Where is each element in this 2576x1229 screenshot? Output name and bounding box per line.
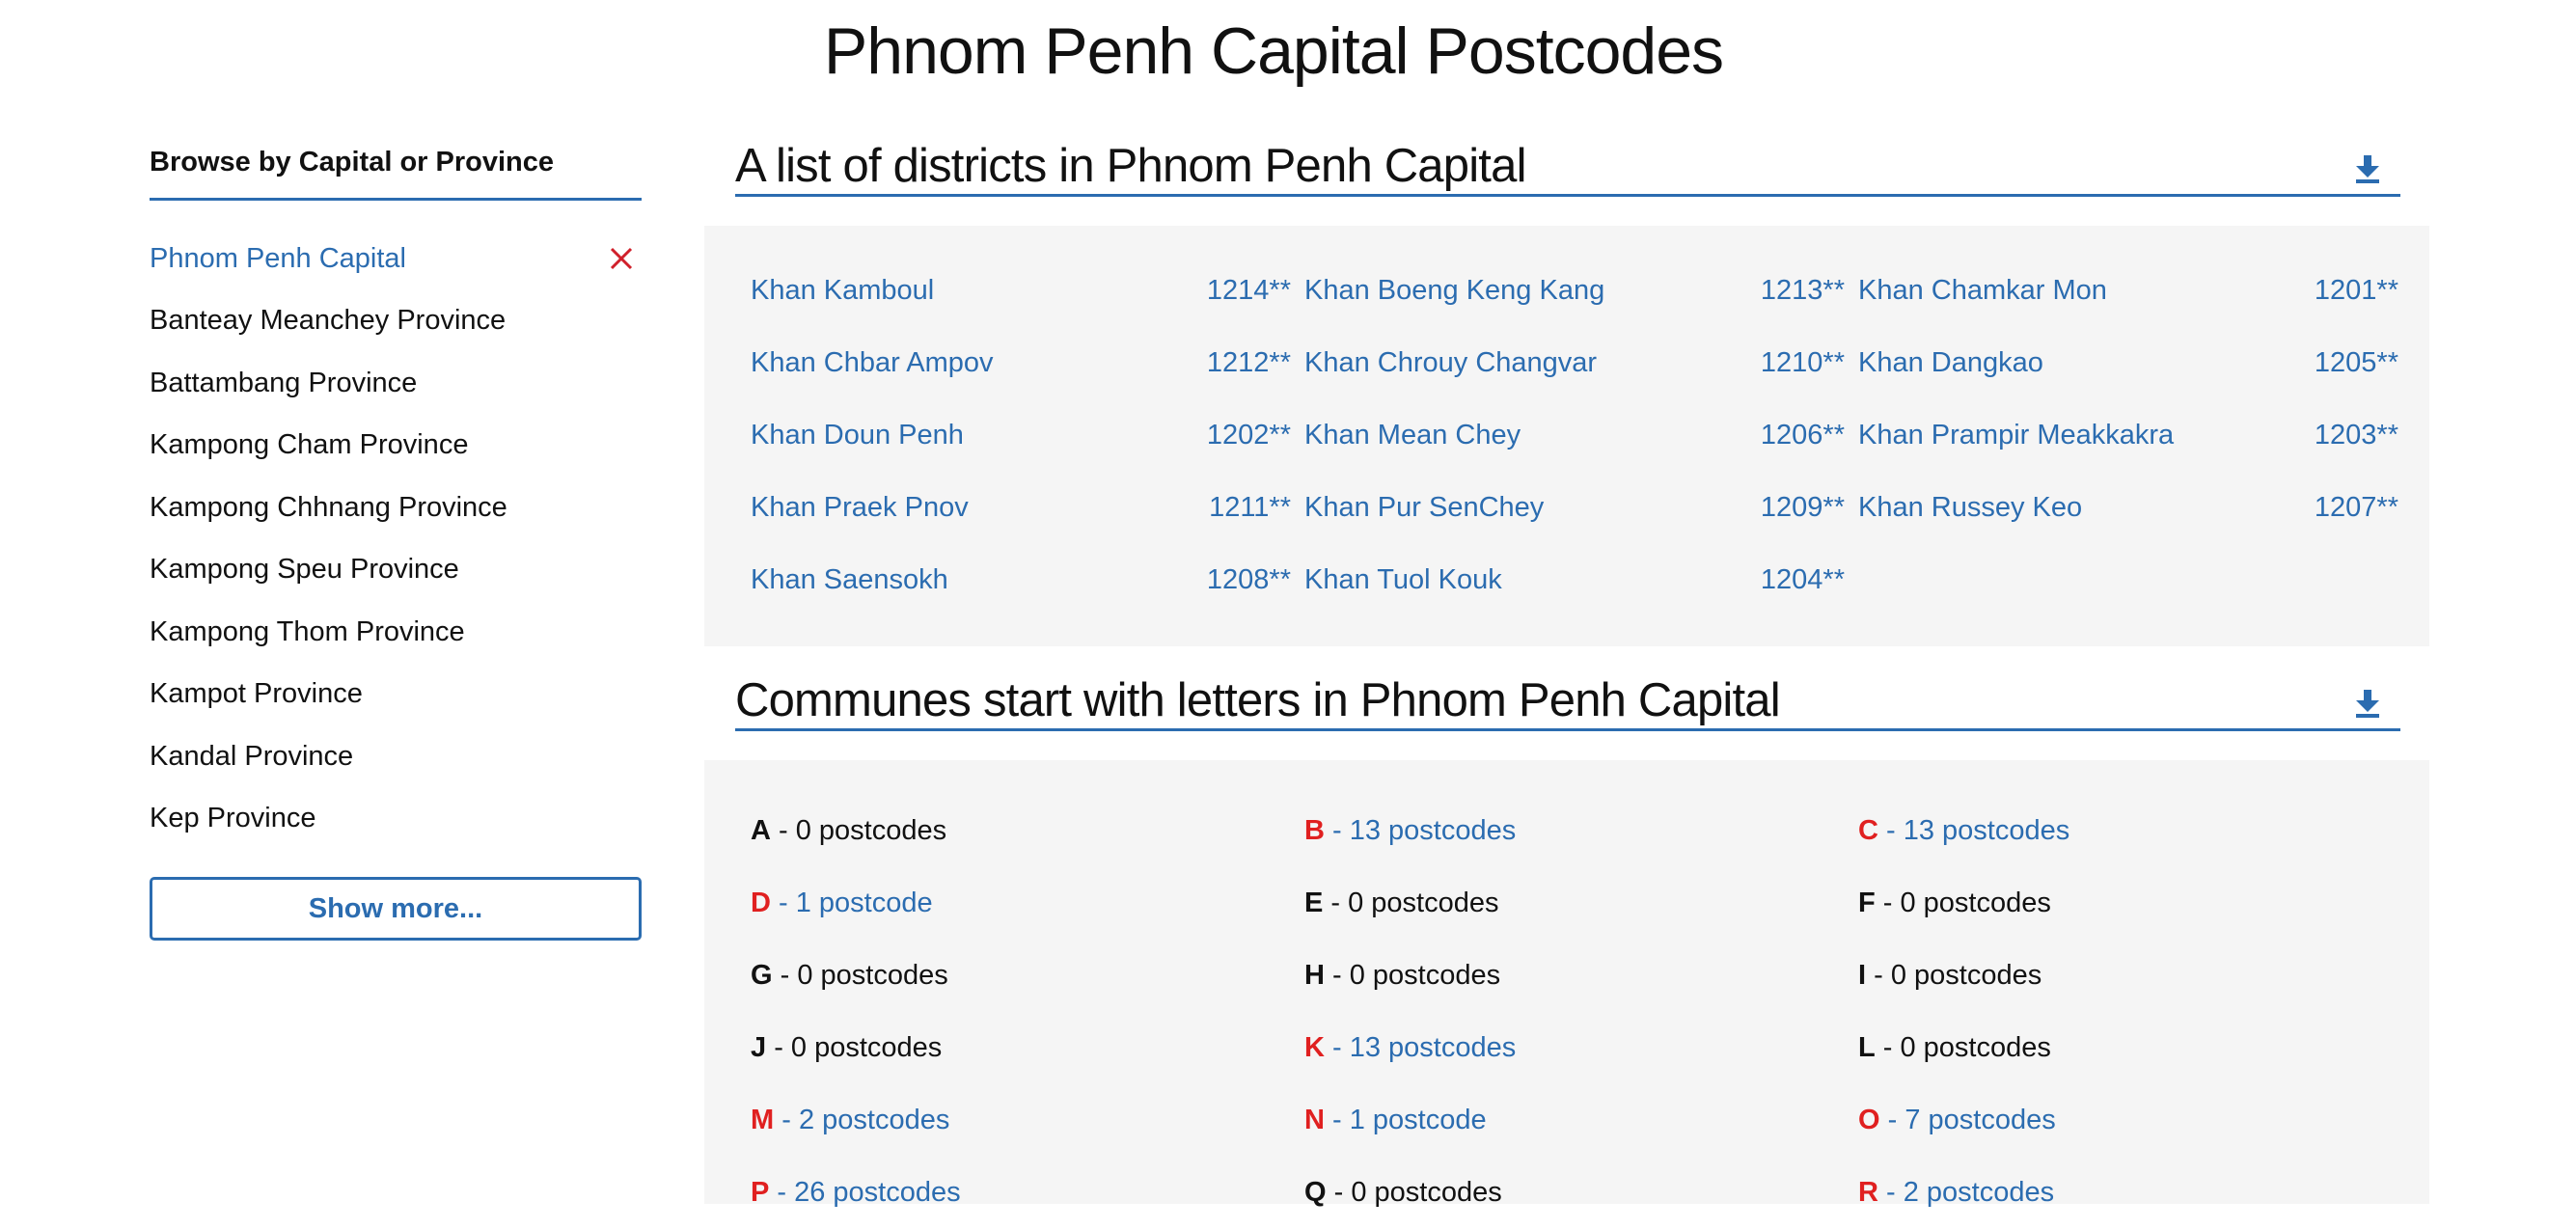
communes-section-header xyxy=(735,674,2400,731)
letter-postcode-count[interactable]: - 1 postcode xyxy=(1324,1105,1487,1135)
district-item[interactable] xyxy=(1304,399,1858,472)
letter-postcode-count: - 0 postcodes xyxy=(1866,960,2042,991)
communes-grid xyxy=(704,760,2429,1229)
district-postcode[interactable]: 1205** xyxy=(2314,347,2398,378)
letter-item xyxy=(1304,940,1858,1012)
letter-label: L xyxy=(1858,1032,1876,1063)
letter-postcode-count[interactable]: - 2 postcodes xyxy=(774,1105,950,1135)
district-name-link[interactable]: Khan Chbar Ampov xyxy=(751,347,994,378)
letter-label[interactable]: D xyxy=(751,888,771,918)
district-postcode[interactable]: 1202** xyxy=(1206,420,1291,451)
letter-item[interactable] xyxy=(751,1084,1304,1157)
district-postcode[interactable]: 1204** xyxy=(1760,564,1845,595)
letter-label: I xyxy=(1858,960,1867,991)
letter-label: E xyxy=(1304,888,1324,918)
district-postcode[interactable]: 1210** xyxy=(1760,347,1845,378)
letter-postcode-count[interactable]: - 13 postcodes xyxy=(1877,815,2070,846)
communes-panel xyxy=(704,760,2429,1208)
letter-postcode-count[interactable]: - 26 postcodes xyxy=(769,1177,961,1208)
page-title: Phnom Penh Capital Postcodes xyxy=(823,14,1724,88)
letter-postcode-count[interactable]: - 2 postcodes xyxy=(1877,1177,2055,1208)
show-more-button[interactable]: Show more... xyxy=(150,877,642,941)
districts-section-title: A list of districts in Phnom Penh Capital xyxy=(735,140,1526,192)
districts-panel xyxy=(704,226,2429,646)
district-postcode[interactable]: 1213** xyxy=(1760,275,1845,306)
district-item[interactable] xyxy=(1304,472,1858,544)
district-postcode[interactable]: 1201** xyxy=(2314,275,2398,306)
district-postcode[interactable]: 1212** xyxy=(1206,347,1291,378)
letter-label[interactable]: P xyxy=(751,1177,770,1208)
letter-label[interactable]: C xyxy=(1858,815,1878,846)
letter-postcode-count[interactable]: - 7 postcodes xyxy=(1879,1105,2056,1135)
letter-item xyxy=(1858,1012,2412,1084)
district-name-link[interactable]: Khan Mean Chey xyxy=(1304,420,1521,451)
sidebar-item[interactable] xyxy=(150,725,642,788)
letter-item xyxy=(1858,940,2412,1012)
letter-item xyxy=(751,795,1304,867)
district-postcode[interactable]: 1211** xyxy=(1209,492,1291,523)
letter-label: Q xyxy=(1304,1177,1327,1208)
download-icon[interactable] xyxy=(2354,690,2381,719)
letter-postcode-count: - 0 postcodes xyxy=(1323,888,1499,918)
letter-postcode-count: - 0 postcodes xyxy=(1326,1177,1502,1208)
district-name-link[interactable]: Khan Pur SenChey xyxy=(1304,492,1545,523)
district-item[interactable] xyxy=(1858,327,2412,399)
sidebar-item[interactable] xyxy=(150,290,642,353)
district-item[interactable] xyxy=(1858,472,2412,544)
letter-label[interactable]: N xyxy=(1304,1105,1325,1135)
district-name-link[interactable]: Khan Russey Keo xyxy=(1858,492,2083,523)
sidebar-item[interactable] xyxy=(150,228,642,290)
letter-postcode-count[interactable]: - 13 postcodes xyxy=(1324,815,1517,846)
letter-item xyxy=(1858,867,2412,940)
district-postcode[interactable]: 1203** xyxy=(2314,420,2398,451)
download-icon[interactable] xyxy=(2354,155,2381,184)
letter-item[interactable] xyxy=(1304,1084,1858,1157)
letter-postcode-count: - 0 postcodes xyxy=(1875,1032,2051,1063)
district-name-link[interactable]: Khan Chamkar Mon xyxy=(1858,275,2107,306)
district-item[interactable] xyxy=(1858,399,2412,472)
district-item[interactable] xyxy=(751,255,1304,327)
district-item[interactable] xyxy=(1858,255,2412,327)
letter-item xyxy=(1304,1157,1858,1229)
district-item[interactable] xyxy=(751,327,1304,399)
letter-label: A xyxy=(751,815,771,846)
district-name-link[interactable]: Khan Prampir Meakkakra xyxy=(1858,420,2175,451)
letter-item xyxy=(751,1012,1304,1084)
district-name-link[interactable]: Khan Kamboul xyxy=(751,275,935,306)
district-postcode[interactable]: 1209** xyxy=(1760,492,1845,523)
sidebar-item-label[interactable]: Kampong Thom Province xyxy=(150,615,465,647)
letter-label[interactable]: R xyxy=(1858,1177,1878,1208)
district-name-link[interactable]: Khan Chrouy Changvar xyxy=(1304,347,1598,378)
letter-label[interactable]: M xyxy=(751,1105,775,1135)
sidebar-item[interactable] xyxy=(150,539,642,602)
sidebar-item-label[interactable]: Banteay Meanchey Province xyxy=(150,305,507,337)
letter-label: J xyxy=(751,1032,767,1063)
districts-section-header xyxy=(735,140,2400,197)
district-postcode[interactable]: 1207** xyxy=(2314,492,2398,523)
letter-item xyxy=(1304,867,1858,940)
letter-item[interactable] xyxy=(1858,795,2412,867)
letter-item[interactable] xyxy=(1858,1157,2412,1229)
district-name-link[interactable]: Khan Dangkao xyxy=(1858,347,2043,378)
district-item[interactable] xyxy=(751,399,1304,472)
letter-label: F xyxy=(1858,888,1876,918)
sidebar-item-label[interactable]: Kampong Chhnang Province xyxy=(150,491,507,523)
letter-item[interactable] xyxy=(1858,1084,2412,1157)
district-item[interactable] xyxy=(751,472,1304,544)
district-postcode[interactable]: 1206** xyxy=(1760,420,1845,451)
letter-label: G xyxy=(751,960,773,991)
sidebar-item-label[interactable]: Kampot Province xyxy=(150,678,363,710)
letter-item xyxy=(751,940,1304,1012)
letter-label[interactable]: K xyxy=(1304,1032,1325,1063)
district-name-link[interactable]: Khan Boeng Keng Kang xyxy=(1304,275,1605,306)
close-icon[interactable] xyxy=(605,242,638,275)
letter-postcode-count: - 0 postcodes xyxy=(1875,888,2051,918)
district-item[interactable] xyxy=(1304,255,1858,327)
district-item[interactable] xyxy=(1304,327,1858,399)
district-name-link[interactable]: Khan Saensokh xyxy=(751,564,948,595)
district-name-link[interactable]: Khan Praek Pnov xyxy=(751,492,969,523)
sidebar-item[interactable] xyxy=(150,415,642,478)
sidebar-item-label[interactable]: Kep Province xyxy=(150,803,316,834)
letter-postcode-count: - 0 postcodes xyxy=(766,1032,943,1063)
letter-item[interactable] xyxy=(1304,795,1858,867)
letter-item[interactable] xyxy=(751,1157,1304,1229)
district-postcode[interactable]: 1214** xyxy=(1206,275,1291,306)
letter-item[interactable] xyxy=(751,867,1304,940)
sidebar-item-label[interactable]: Kandal Province xyxy=(150,740,354,772)
sidebar-list xyxy=(150,228,642,850)
letter-label[interactable]: O xyxy=(1858,1105,1880,1135)
sidebar-item-label[interactable]: Kampong Speu Province xyxy=(150,554,459,586)
sidebar-item[interactable] xyxy=(150,601,642,664)
district-postcode[interactable]: 1208** xyxy=(1206,564,1291,595)
sidebar xyxy=(150,147,642,941)
sidebar-item-label[interactable]: Kampong Cham Province xyxy=(150,429,469,461)
districts-grid xyxy=(704,226,2429,616)
letter-postcode-count[interactable]: - 1 postcode xyxy=(770,888,933,918)
letter-postcode-count[interactable]: - 13 postcodes xyxy=(1324,1032,1517,1063)
district-name-link[interactable]: Khan Doun Penh xyxy=(751,420,964,451)
sidebar-item[interactable] xyxy=(150,477,642,539)
district-item[interactable] xyxy=(1304,544,1858,616)
sidebar-item[interactable] xyxy=(150,664,642,726)
letter-postcode-count: - 0 postcodes xyxy=(770,815,947,846)
letter-label[interactable]: B xyxy=(1304,815,1325,846)
sidebar-item-label[interactable]: Phnom Penh Capital xyxy=(150,242,406,274)
sidebar-item[interactable] xyxy=(150,352,642,415)
sidebar-heading: Browse by Capital or Province xyxy=(150,147,642,201)
letter-postcode-count: - 0 postcodes xyxy=(1324,960,1501,991)
sidebar-item-label[interactable]: Battambang Province xyxy=(150,367,418,398)
letter-postcode-count: - 0 postcodes xyxy=(772,960,948,991)
district-item[interactable] xyxy=(751,544,1304,616)
letter-label: H xyxy=(1304,960,1325,991)
district-name-link[interactable]: Khan Tuol Kouk xyxy=(1304,564,1502,595)
sidebar-item[interactable] xyxy=(150,788,642,851)
letter-item[interactable] xyxy=(1304,1012,1858,1084)
communes-section-title: Communes start with letters in Phnom Penh Capital xyxy=(735,674,1780,726)
